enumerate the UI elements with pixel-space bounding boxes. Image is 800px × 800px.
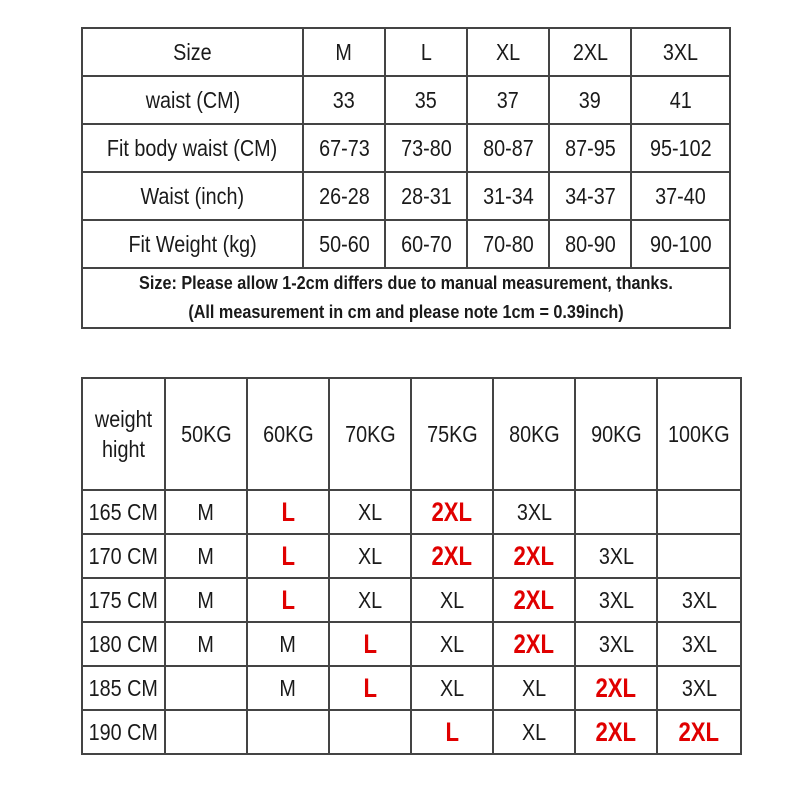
note-line: (All measurement in cm and please note 1cm = 0.39inch) xyxy=(188,302,624,322)
size-cell-text: 3XL xyxy=(598,586,634,613)
size-cell xyxy=(329,534,411,578)
row-label-text: Size xyxy=(173,38,212,65)
size-cell xyxy=(247,710,329,754)
size-value-cell xyxy=(467,220,549,268)
recommended-size-cell-text: 2XL xyxy=(513,628,555,659)
size-value-cell xyxy=(549,220,631,268)
size-value-cell xyxy=(467,172,549,220)
height-label xyxy=(82,622,165,666)
size-table-body xyxy=(82,28,730,328)
size-cell-text: 3XL xyxy=(681,674,717,701)
size-cell xyxy=(493,666,575,710)
size-cell-text: M xyxy=(197,542,215,569)
size-table-row xyxy=(82,220,730,268)
recommended-size-cell-text: 2XL xyxy=(678,716,720,747)
size-value-cell-text: M xyxy=(335,38,353,65)
recommended-size-cell xyxy=(247,534,329,578)
weight-header xyxy=(411,378,493,490)
size-value-cell xyxy=(549,124,631,172)
size-cell-text: XL xyxy=(439,586,465,613)
size-value-cell-text: 60-70 xyxy=(400,230,452,257)
size-cell-text: XL xyxy=(357,542,383,569)
row-label xyxy=(82,124,303,172)
weight-header xyxy=(165,378,247,490)
row-label-text: Fit body waist (CM) xyxy=(107,134,278,161)
recommended-size-cell-text: L xyxy=(281,496,295,527)
size-cell xyxy=(329,490,411,534)
size-value-cell-text: 3XL xyxy=(662,38,699,65)
size-cell-text: 3XL xyxy=(681,630,717,657)
recommended-size-cell xyxy=(411,534,493,578)
size-value-cell-text: 34-37 xyxy=(564,182,616,209)
size-value-cell xyxy=(467,76,549,124)
corner-top-label: weight xyxy=(94,406,153,432)
weight-header-text: 90KG xyxy=(590,420,642,447)
recommended-size-cell xyxy=(493,622,575,666)
row-label xyxy=(82,220,303,268)
size-cell xyxy=(329,710,411,754)
size-value-cell-text: 95-102 xyxy=(649,134,712,161)
size-cell xyxy=(575,622,657,666)
size-value-cell-text: 90-100 xyxy=(649,230,712,257)
height-label-text: 190 CM xyxy=(88,718,159,745)
recommended-size-cell-text: 2XL xyxy=(513,540,555,571)
recommended-size-cell-text: L xyxy=(281,540,295,571)
size-value-cell-text: 80-87 xyxy=(482,134,534,161)
size-cell-text: 3XL xyxy=(598,542,634,569)
measurement-note xyxy=(82,268,730,328)
size-value-cell xyxy=(385,76,467,124)
size-cell xyxy=(165,666,247,710)
size-value-cell-text: 87-95 xyxy=(564,134,616,161)
size-value-cell xyxy=(385,28,467,76)
weight-header-text: 80KG xyxy=(508,420,560,447)
recommended-size-cell xyxy=(411,490,493,534)
weight-header-text: 60KG xyxy=(262,420,314,447)
size-cell xyxy=(657,622,741,666)
size-value-cell-text: L xyxy=(420,38,432,65)
recommended-size-cell xyxy=(329,666,411,710)
size-cell xyxy=(575,578,657,622)
height-label xyxy=(82,490,165,534)
height-label-text: 185 CM xyxy=(88,674,159,701)
size-value-cell xyxy=(303,28,385,76)
recommended-size-cell xyxy=(329,622,411,666)
size-cell-text: M xyxy=(197,586,215,613)
size-cell-text: M xyxy=(197,630,215,657)
size-cell-text: 3XL xyxy=(681,586,717,613)
row-label xyxy=(82,172,303,220)
size-value-cell-text: 2XL xyxy=(572,38,608,65)
size-cell-text: 3XL xyxy=(516,498,552,525)
recommended-size-cell xyxy=(411,710,493,754)
size-value-cell xyxy=(631,220,730,268)
size-value-cell xyxy=(385,124,467,172)
size-cell-text: M xyxy=(279,630,297,657)
size-cell xyxy=(493,710,575,754)
size-cell xyxy=(247,622,329,666)
size-cell xyxy=(657,534,741,578)
weight-header-text: 75KG xyxy=(426,420,478,447)
recommended-size-cell xyxy=(247,578,329,622)
recommended-size-cell-text: 2XL xyxy=(431,540,473,571)
size-value-cell-text: 41 xyxy=(669,86,692,113)
size-value-cell-text: 26-28 xyxy=(318,182,370,209)
size-value-cell-text: 35 xyxy=(414,86,438,113)
weight-header-text: 50KG xyxy=(180,420,232,447)
weight-header xyxy=(329,378,411,490)
size-cell xyxy=(493,490,575,534)
size-cell xyxy=(165,490,247,534)
recommended-size-cell xyxy=(575,666,657,710)
recommended-size-cell xyxy=(493,534,575,578)
size-value-cell-text: XL xyxy=(495,38,521,65)
size-value-cell-text: 73-80 xyxy=(400,134,452,161)
size-cell-text: XL xyxy=(357,586,383,613)
size-value-cell xyxy=(631,124,730,172)
row-label-text: Fit Weight (kg) xyxy=(128,230,257,257)
size-cell-text: XL xyxy=(357,498,383,525)
height-label-text: 175 CM xyxy=(88,586,159,613)
size-cell xyxy=(575,534,657,578)
recommended-size-cell-text: L xyxy=(363,672,377,703)
size-value-cell xyxy=(385,172,467,220)
height-label xyxy=(82,710,165,754)
size-value-cell xyxy=(303,172,385,220)
size-cell-text: XL xyxy=(439,674,465,701)
size-value-cell-text: 50-60 xyxy=(318,230,370,257)
recommended-size-cell-text: 2XL xyxy=(595,672,637,703)
size-cell xyxy=(411,622,493,666)
weight-header-text: 100KG xyxy=(668,420,730,447)
size-table-row xyxy=(82,172,730,220)
chart-table-body xyxy=(82,378,741,754)
size-cell xyxy=(329,578,411,622)
weight-header xyxy=(575,378,657,490)
height-label-text: 165 CM xyxy=(88,498,159,525)
size-cell xyxy=(165,534,247,578)
chart-row xyxy=(82,622,741,666)
size-cell xyxy=(165,578,247,622)
size-value-cell xyxy=(467,124,549,172)
size-cell-text: 3XL xyxy=(598,630,634,657)
recommended-size-cell xyxy=(575,710,657,754)
size-measurement-table xyxy=(81,27,731,329)
row-label-text: Waist (inch) xyxy=(140,182,245,209)
chart-row xyxy=(82,666,741,710)
chart-row xyxy=(82,710,741,754)
size-value-cell xyxy=(549,172,631,220)
recommended-size-cell xyxy=(247,490,329,534)
size-value-cell-text: 37-40 xyxy=(655,182,706,209)
weight-height-size-chart xyxy=(81,377,742,755)
weight-header xyxy=(657,378,741,490)
size-cell-text: XL xyxy=(521,718,547,745)
size-value-cell-text: 31-34 xyxy=(482,182,534,209)
size-cell-text: XL xyxy=(521,674,547,701)
height-label xyxy=(82,666,165,710)
recommended-size-cell-text: 2XL xyxy=(431,496,473,527)
size-cell xyxy=(247,666,329,710)
recommended-size-cell xyxy=(657,710,741,754)
size-value-cell-text: 37 xyxy=(496,86,520,113)
weight-header xyxy=(493,378,575,490)
height-label-text: 180 CM xyxy=(88,630,159,657)
size-value-cell-text: 80-90 xyxy=(564,230,616,257)
size-cell xyxy=(657,666,741,710)
size-value-cell-text: 28-31 xyxy=(400,182,452,209)
size-value-cell xyxy=(631,76,730,124)
size-cell xyxy=(165,710,247,754)
weight-header xyxy=(247,378,329,490)
size-value-cell xyxy=(549,76,631,124)
size-value-cell xyxy=(549,28,631,76)
chart-row xyxy=(82,490,741,534)
recommended-size-cell-text: L xyxy=(445,716,459,747)
corner-bottom-label: hight xyxy=(102,436,145,462)
size-cell-text: XL xyxy=(439,630,465,657)
size-cell xyxy=(657,578,741,622)
size-cell-text: M xyxy=(197,498,215,525)
size-value-cell xyxy=(467,28,549,76)
size-value-cell xyxy=(303,220,385,268)
recommended-size-cell-text: 2XL xyxy=(595,716,637,747)
height-label xyxy=(82,534,165,578)
size-value-cell-text: 70-80 xyxy=(482,230,534,257)
size-value-cell-text: 33 xyxy=(332,86,356,113)
size-value-cell-text: 39 xyxy=(578,86,602,113)
size-cell xyxy=(657,490,741,534)
size-value-cell xyxy=(385,220,467,268)
size-value-cell xyxy=(303,124,385,172)
recommended-size-cell xyxy=(493,578,575,622)
size-table-row xyxy=(82,76,730,124)
height-label-text: 170 CM xyxy=(88,542,159,569)
size-cell xyxy=(575,490,657,534)
chart-row xyxy=(82,534,741,578)
size-cell xyxy=(411,578,493,622)
chart-header-row xyxy=(82,378,741,490)
chart-row xyxy=(82,578,741,622)
height-label xyxy=(82,578,165,622)
recommended-size-cell-text: L xyxy=(363,628,377,659)
size-value-cell xyxy=(631,172,730,220)
size-table-row xyxy=(82,124,730,172)
corner-header xyxy=(82,378,165,490)
size-note-row xyxy=(82,268,730,328)
size-cell xyxy=(411,666,493,710)
row-label xyxy=(82,28,303,76)
recommended-size-cell-text: 2XL xyxy=(513,584,555,615)
recommended-size-cell-text: L xyxy=(281,584,295,615)
size-value-cell xyxy=(631,28,730,76)
row-label-text: waist (CM) xyxy=(145,86,240,113)
size-cell-text: M xyxy=(279,674,297,701)
note-line: Size: Please allow 1-2cm differs due to manual measurement, thanks. xyxy=(139,273,673,293)
size-table-row xyxy=(82,28,730,76)
size-value-cell xyxy=(303,76,385,124)
weight-header-text: 70KG xyxy=(344,420,396,447)
size-value-cell-text: 67-73 xyxy=(318,134,370,161)
row-label xyxy=(82,76,303,124)
size-cell xyxy=(165,622,247,666)
